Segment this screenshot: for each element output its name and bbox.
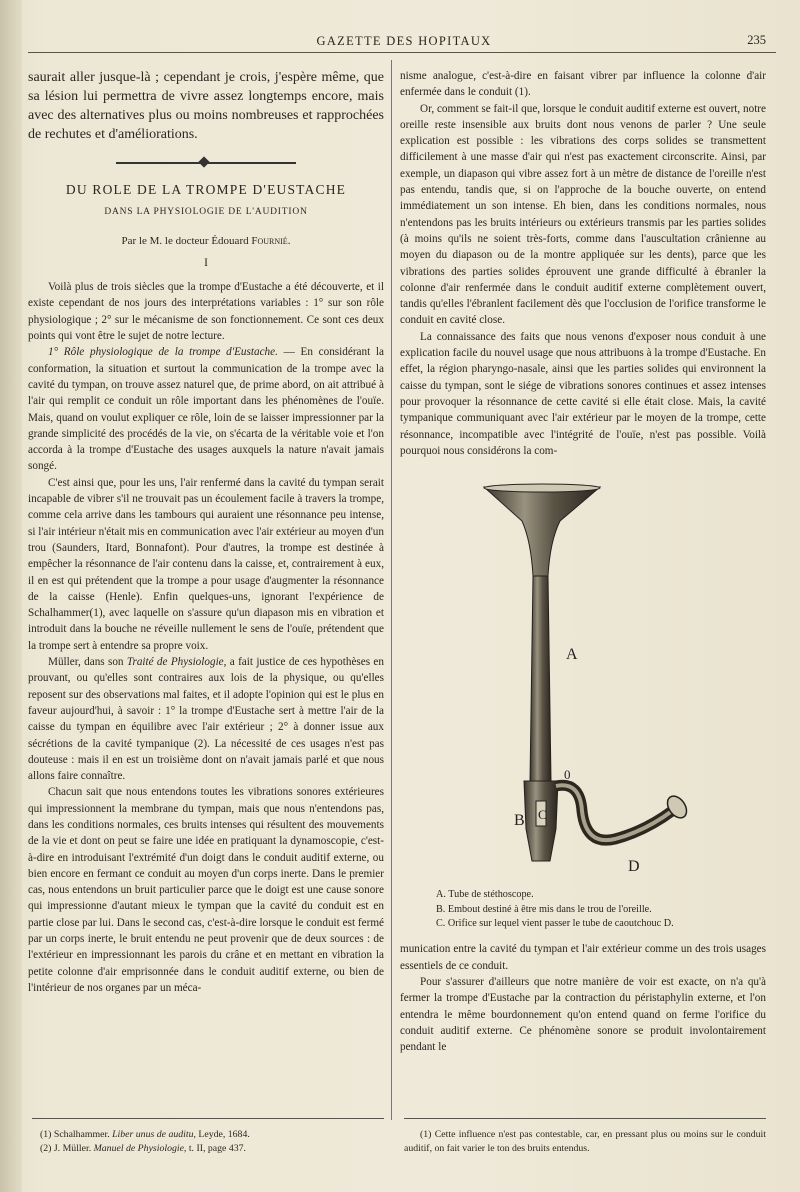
footnote: (1) Schalhammer. Liber unus de auditu, Leyde, 1684. bbox=[40, 1129, 250, 1140]
paragraph: Chacun sait que nous entendons toutes les vibrations sonores extérieures qui impressionnent la membrane du tympan, mais que nous n'entendons pas, dans les conditions normales, ces bruits intenses qui résultent des mouvements de la vie et dont on peut se faire une idée en pratiquant la dynamoscopie, c'est-à-dire en introduisant l'extrémité d'un doigt dans le conduit auditif externe, ou bien encore en fermant ce conduit au moyen d'un corps inerte. Dans le premier cas, nous entendons un bruit particulier parce que le doigt est une cause sonore qui impressionne d'autant mieux le tympan que la cavité du conduit est en partie close par lui. Dans le second cas, c'est-à-dire lorsque le conduit est fermé par un corps inerte, le bruit entendu ne peut provenir que de deux sources : de l'extérieur en impressionnant les parois du crâne et en mettant en vibration la petite colonne d'air emprisonnée dans le conduit auditif externe, ou bien de l'intérieur de nos organes par un méca- bbox=[28, 786, 384, 994]
footnote-rule-left bbox=[32, 1118, 384, 1119]
paragraph: munication entre la cavité du tympan et l'air extérieur comme un des trois usages essentiels de ce conduit. bbox=[400, 943, 766, 972]
stethoscope-figure bbox=[400, 481, 766, 886]
binding-gutter bbox=[0, 0, 22, 1192]
paragraph: nisme analogue, c'est-à-dire en faisant vibrer par influence la colonne d'air enfermée dans le conduit (1). bbox=[400, 70, 766, 99]
paragraph: Müller, dans son Traité de Physiologie, a fait justice de ces hypothèses en prouvant, ou qu'elles sont contraires aux lois de la physique, ou qu'elles reposent sur des observations mal faites, et il adopte l'opinion qui est le plus en faveur aujourd'hui, à savoir : 1° la trompe d'Eustache sert à mettre l'air de la caisse du tympan en équilibre avec l'air extérieur ; 2° à donner issue aux sécrétions de la cavité tympanique (2). La nécessité de ces usages n'est pas douteuse : mais il en est un troisième dont on n'avait jamais parlé et que nous allons faire connaître. bbox=[28, 656, 384, 783]
figure-label-d: D bbox=[628, 858, 640, 876]
right-column bbox=[400, 68, 766, 1055]
column-divider bbox=[391, 60, 392, 1120]
figure-label-a: A bbox=[566, 646, 578, 664]
section-heading: 1° Rôle physiologique de la trompe d'Eustache. bbox=[48, 346, 278, 359]
byline bbox=[28, 233, 384, 249]
footnote-rule-right bbox=[404, 1118, 766, 1119]
running-header: GAZETTE DES HOPITAUX bbox=[316, 34, 492, 48]
section-numeral: I bbox=[204, 256, 208, 269]
article-subtitle: DANS LA PHYSIOLOGIE DE L'AUDITION bbox=[104, 207, 308, 218]
header-rule bbox=[28, 52, 776, 53]
paragraph: Voilà plus de trois siècles que la trompe d'Eustache a été découverte, et il existe cependant de nos jours des interprétations variables : 1° sur son rôle physiologique ; 2° sur le mécanisme de son fonctionnement. Ce sont ces deux points qui vont être le sujet de notre lecture. bbox=[28, 281, 384, 343]
left-column bbox=[28, 68, 384, 996]
paragraph: La connaissance des faits que nous venons d'exposer nous conduit à une explication facile du nouvel usage que nous attribuons à la trompe d'Eustache. En effet, la région pharyngo-nasale, ainsi que les parties solides qui environnent la caisse du tympan, sont le siége de vibrations sonores continues et assez intenses pour provoquer la résonnance de cette cavité si elle était close. Mais, la cavité tympanique communiquant avec l'air extérieur par le moyen de la trompe, cette résonnance, incompatible avec l'intégrité de l'ouïe, n'est pas possible. Voilà pourquoi nous considérons la com- bbox=[400, 330, 766, 457]
author-name: Fournié. bbox=[251, 234, 291, 247]
article-title: DU ROLE DE LA TROMPE D'EUSTACHE bbox=[65, 182, 347, 197]
section-ornament bbox=[28, 158, 384, 168]
caption-c: C. Orifice sur lequel vient passer le tube de caoutchouc D. bbox=[436, 917, 674, 929]
byline-prefix: Par le M. le docteur Édouard bbox=[121, 234, 249, 247]
figure-label-c: C bbox=[538, 807, 547, 823]
caption-a: A. Tube de stéthoscope. bbox=[436, 889, 534, 901]
paragraph: 1° Rôle physiologique de la trompe d'Eustache. — En considérant la conformation, la situation et surtout la communication de la trompe avec la cavité du tympan, on trouve assez naturel que, de prime abord, on ait attribué à l'air qui remplit ce conduit un rôle important dans les phénomènes de l'ouïe. Mais, quand on voulut expliquer ce rôle, loin de se laisser impressionner par la grande simplicité des procédés de la vie, on s'écarta de la véritable voie et l'on accorda à la trompe d'Eustache des usages auxquels la nature n'avait jamais songé. bbox=[28, 346, 384, 473]
paragraph: Pour s'assurer d'ailleurs que notre manière de voir est exacte, on n'a qu'à fermer la trompe d'Eustache par la contraction du péristaphylin externe, et l'on entendra le même bourdonnement qu'on entend quand on ferme l'orifice du conduit auditif externe. Ce phénomène sonore se produit involontairement pendant le bbox=[400, 975, 766, 1054]
footnotes-left bbox=[40, 1128, 380, 1155]
footnote: (1) Cette influence n'est pas contestable, car, en pressant plus ou moins sur le conduit auditif, on fait varier le ton des bruits entendus. bbox=[404, 1129, 766, 1154]
stethoscope-illustration bbox=[400, 481, 766, 886]
figure-label-b: B bbox=[514, 812, 525, 830]
paragraph: Or, comment se fait-il que, lorsque le conduit auditif externe est ouvert, notre oreille reste insensible aux bruits dont nous venons de parler ? Une seule explication est possible : les vibrations des corps solides se transmettent difficilement à une masse d'air qui n'est pas exactement circonscrite. Ainsi, par exemple, un diapason qui vibre assez fort à un mètre de distance de l'oreille n'est pas entendu, tandis que, si on l'approche de la bouche ouverte, on entend immédiatement un son intense. Eh bien, dans les conditions normales, nous n'entendons pas les bruits intérieurs ou extérieurs transmis par les parties solides (à moins qu'ils ne soient très-forts, comme dans l'auscultation crânienne au moyen du diapason ou de la montre appliquée sur les dents), parce que les vibrations des parties solides éprouvent une grande difficulté à ébranler la colonne d'air renfermée dans le conduit auditif externe complètement ouvert, tandis qu'elles l'ébranlent facilement dès que l'occlusion de l'orifice transforme le conduit en cavité close. bbox=[400, 102, 766, 327]
paragraph: C'est ainsi que, pour les uns, l'air renfermé dans la cavité du tympan serait incapable de vibrer s'il ne trouvait pas un écoulement facile à travers la trompe, comme cela arrive dans les tambours qui auraient une résonnance peu intense, si l'air intérieur n'était mis en communication avec l'air extérieur au moyen d'un trou (Saunders, Itard, Bonnafont). Pour d'autres, la trompe est destinée à empêcher la résonnance de l'air contenu dans la caisse, et, contrairement à eux, il en est qui prétendent que la trompe a pour usage d'augmenter la résonnance de la caisse (Henle). Enfin quelques-uns, ignorant l'expérience de Schalhammer(1), avec laquelle on s'assure qu'un diapason mis en vibration et introduit dans la bouche ne réveille nullement le sens de l'ouïe, prétendent que la trompe sert à entendre sa propre voix. bbox=[28, 476, 384, 652]
caption-b: B. Embout destiné à être mis dans le trou de l'oreille. bbox=[436, 903, 652, 915]
figure-label-o: 0 bbox=[564, 767, 571, 783]
page-number: 235 bbox=[747, 33, 766, 47]
footnote: (2) J. Müller. Manuel de Physiologie, t. II, page 437. bbox=[40, 1142, 246, 1154]
continued-article-text: saurait aller jusque-là ; cependant je crois, j'espère même, que sa lésion lui permettra de vivre assez longtemps encore, mais avec des alternatives plus ou moins nombreuses et rapprochées de rechutes et d'améliorations. bbox=[28, 70, 384, 142]
figure-caption bbox=[436, 888, 766, 931]
